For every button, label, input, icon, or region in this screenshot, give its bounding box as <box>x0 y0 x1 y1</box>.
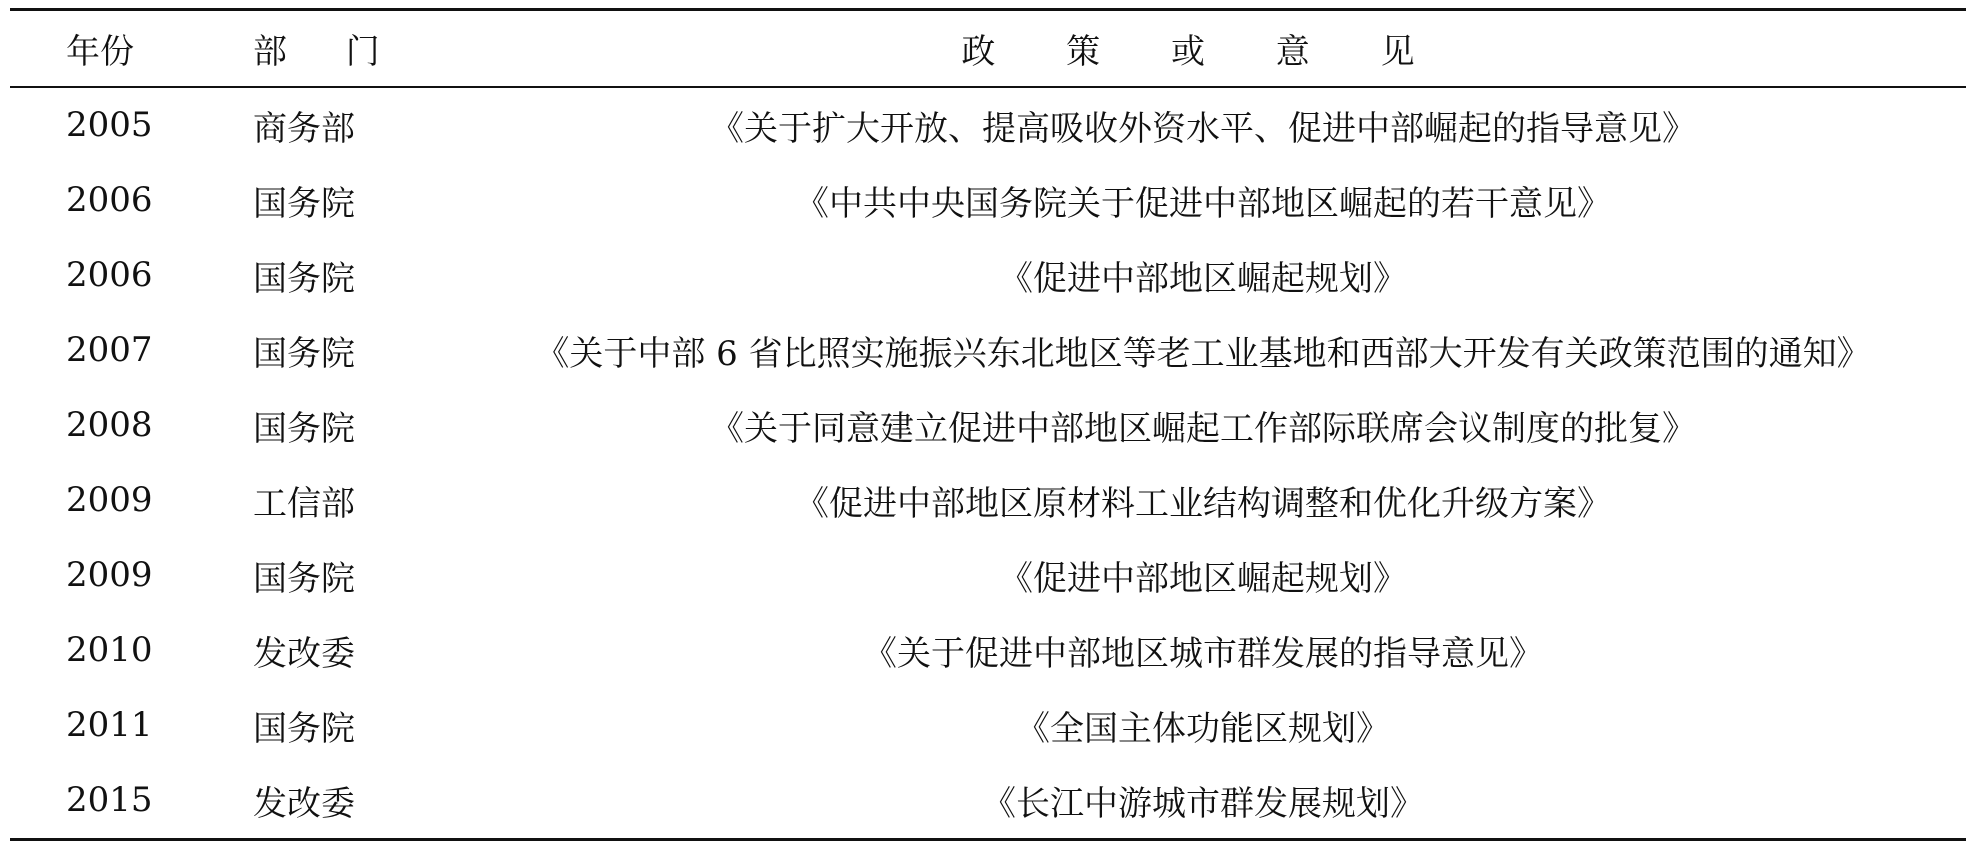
cell-year: 2009 <box>66 480 153 520</box>
table-row <box>10 313 1966 388</box>
table-row <box>10 238 1966 313</box>
table-row <box>10 463 1966 538</box>
header-policy: 政 策 或 意 见 <box>961 32 1445 72</box>
table-header-row <box>10 11 1966 86</box>
table-row <box>10 88 1966 163</box>
cell-policy: 《中共中央国务院关于促进中部地区崛起的若干意见》 <box>795 183 1611 224</box>
table-row <box>10 538 1966 613</box>
table-row <box>10 388 1966 463</box>
cell-department: 工信部 <box>253 483 355 524</box>
cell-year: 2006 <box>66 180 153 220</box>
cell-policy: 《关于扩大开放、提高吸收外资水平、促进中部崛起的指导意见》 <box>710 108 1696 149</box>
table-row <box>10 613 1966 688</box>
cell-department: 发改委 <box>253 633 355 674</box>
cell-policy: 《关于促进中部地区城市群发展的指导意见》 <box>863 633 1543 674</box>
table-bottom-rule <box>10 838 1966 841</box>
cell-year: 2015 <box>66 780 153 820</box>
cell-year: 2011 <box>66 705 153 745</box>
policy-table <box>10 8 1966 841</box>
cell-policy: 《关于中部 6 省比照实施振兴东北地区等老工业基地和西部大开发有关政策范围的通知》 <box>535 333 1871 374</box>
header-department: 部 门 <box>253 32 404 72</box>
cell-department: 国务院 <box>253 558 355 599</box>
cell-year: 2006 <box>66 255 153 295</box>
table-row <box>10 763 1966 838</box>
cell-year: 2007 <box>66 330 153 370</box>
table-row <box>10 688 1966 763</box>
cell-department: 国务院 <box>253 258 355 299</box>
cell-department: 国务院 <box>253 183 355 224</box>
cell-department: 国务院 <box>253 408 355 449</box>
cell-policy: 《促进中部地区崛起规划》 <box>999 558 1407 599</box>
cell-year: 2008 <box>66 405 153 445</box>
cell-policy: 《关于同意建立促进中部地区崛起工作部际联席会议制度的批复》 <box>710 408 1696 449</box>
cell-department: 发改委 <box>253 783 355 824</box>
cell-policy: 《全国主体功能区规划》 <box>1016 708 1390 749</box>
cell-policy: 《促进中部地区崛起规划》 <box>999 258 1407 299</box>
cell-year: 2009 <box>66 555 153 595</box>
cell-year: 2005 <box>66 105 153 145</box>
table-row <box>10 163 1966 238</box>
cell-department: 国务院 <box>253 333 355 374</box>
cell-policy: 《长江中游城市群发展规划》 <box>982 783 1424 824</box>
cell-year: 2010 <box>66 630 153 670</box>
cell-department: 国务院 <box>253 708 355 749</box>
cell-department: 商务部 <box>253 108 355 149</box>
header-year: 年份 <box>66 32 134 72</box>
cell-policy: 《促进中部地区原材料工业结构调整和优化升级方案》 <box>795 483 1611 524</box>
